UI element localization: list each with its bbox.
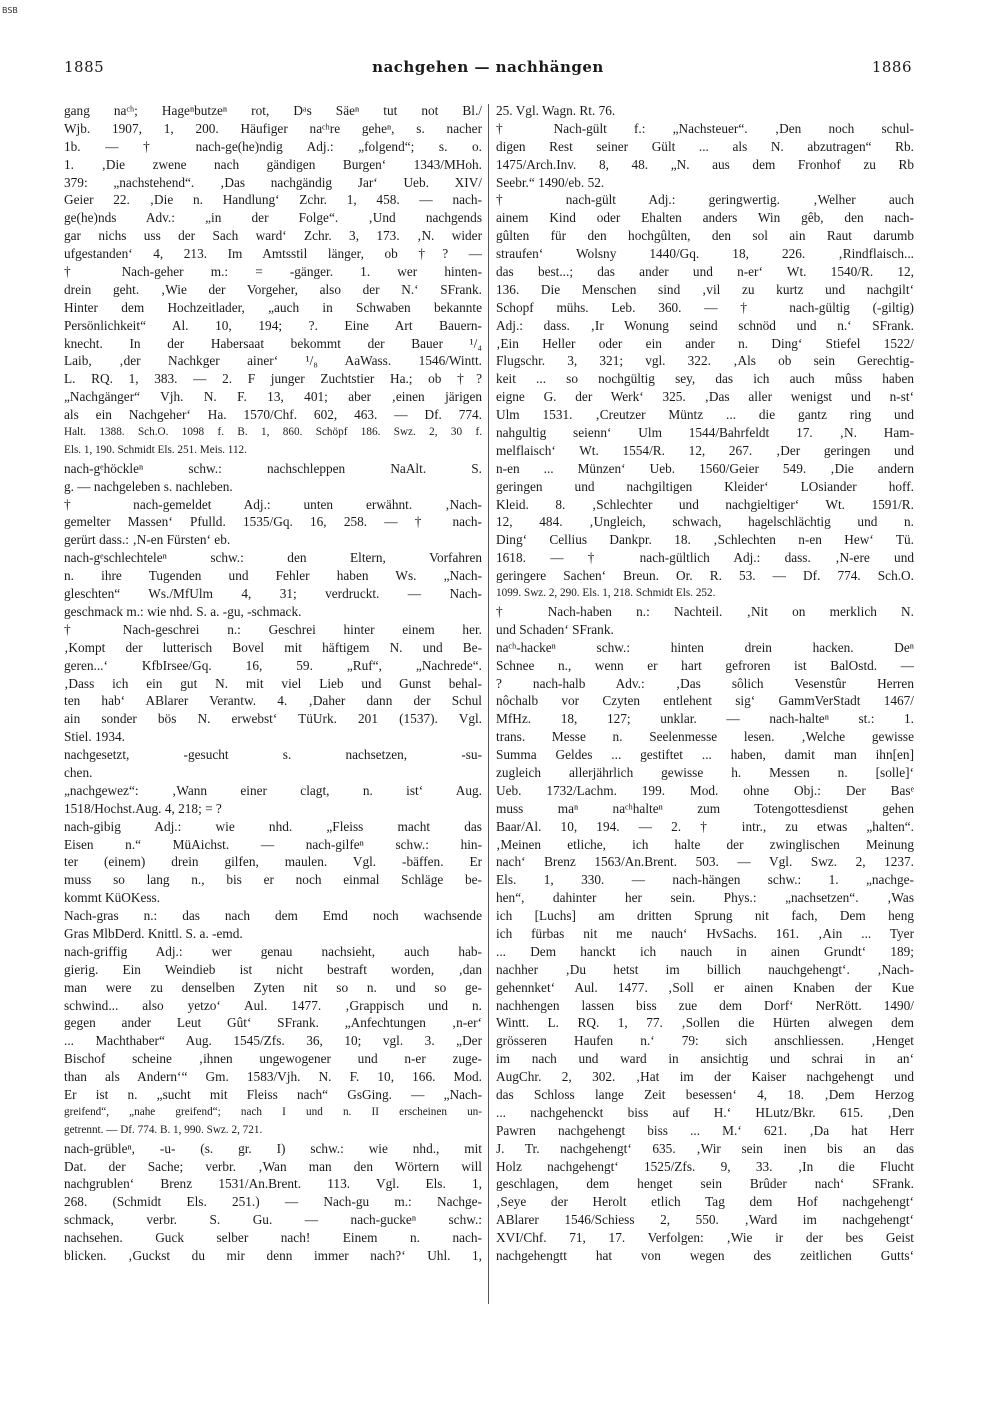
entry-line: ainem Kind oder Ehalten anders Win gêb, den nach- — [496, 210, 914, 226]
entry-line: 268. (Schmidt Els. 251.) — Nach-gu m.: Nachge- — [64, 1194, 482, 1210]
entry-line: Pawren nachgehengt biss ... M.‘ 621. ‚Da hat Herr — [496, 1122, 914, 1138]
entry-line: straufen‘ Wolsny 1440/Gq. 18, 226. ‚Rindflaisch... — [496, 246, 914, 262]
entry-line: † Nach-geschrei n.: Geschrei hinter einem her. — [64, 621, 482, 637]
entry-line: Bischof scheine ‚ihnen ungewogener und n-er zuge- — [64, 1051, 482, 1067]
left-column — [64, 102, 482, 1265]
entry-line: 1518/Hochst.Aug. 4, 218; = ? — [64, 800, 222, 816]
dictionary-columns — [64, 102, 916, 1402]
entry-line: gierig. Ein Weindieb ist nicht bestraft worden, ‚dan — [64, 961, 482, 977]
entry-line: im nach und ward in ansichtig und schrai in an‘ — [496, 1051, 914, 1067]
entry-line: Hinter dem Hochzeitlader, „auch in Schwaben bekannte — [64, 299, 482, 315]
entry-line: Els. 1, 330. — nach-hängen schw.: 1. „nachge- — [496, 872, 914, 888]
entry-line: nachgesetzt, -gesucht s. nachsetzen, -su- — [64, 747, 482, 763]
entry-line: † nach-gült Adj.: geringwertig. ‚Welher auch — [496, 192, 914, 208]
entry-line: nach-grübleⁿ, -u- (s. gr. I) schw.: wie nhd., mit — [64, 1140, 482, 1156]
entry-line: Geier 22. ‚Die n. Handlung‘ Zchr. 1, 458. — nach- — [64, 192, 482, 208]
entry-line: Els. 1, 190. Schmidt Els. 251. Meis. 112. — [64, 443, 247, 456]
right-column — [496, 102, 914, 1265]
entry-line: J. Tr. nachgehengt‘ 635. ‚Wir sein inen bis an das — [496, 1140, 914, 1156]
entry-line: XVI/Chf. 71, 17. Verfolgen: ‚Wie ir der bes Geist — [496, 1230, 914, 1246]
entry-line: Wjb. 1907, 1, 200. Häufiger naᶜʰre geheⁿ, s. nacher — [64, 120, 482, 136]
entry-line: † Nach-geher m.: = -gänger. 1. wer hinten- — [64, 264, 482, 280]
entry-line: Ulm 1531. ‚Creutzer Müntz ... die gantz ring und — [496, 407, 914, 423]
entry-line: greifend“, „nahe greifend“; nach I und n. II erscheinen un- — [64, 1105, 482, 1118]
library-stamp: BSB — [2, 6, 18, 15]
entry-line: n. ihre Tugenden und Fehler haben Ws. „Nach- — [64, 568, 482, 584]
entry-line: muss maⁿ naᶜʰhalteⁿ zum Totengottesdienst gehen — [496, 800, 914, 816]
entry-line: blicken. ‚Guckst du mir denn immer nach?‘ Uhl. 1, — [64, 1248, 482, 1263]
entry-line: kommt KüOKess. — [64, 890, 161, 906]
entry-line: ain sonder bös N. erwebst‘ TüUrk. 201 (1537). Vgl. — [64, 711, 482, 727]
entry-line: Gras MlbDerd. Knittl. S. a. -emd. — [64, 925, 243, 941]
entry-line: „nachgewez“: ‚Wann einer clagt, n. ist‘ Aug. — [64, 782, 482, 798]
entry-line: gegen ander Leut Gût‘ SFrank. „Anfechtungen ‚n-er‘ — [64, 1015, 482, 1031]
entry-line: nach-gᵉschlechteleⁿ schw.: den Eltern, Vorfahren — [64, 550, 482, 566]
entry-line: geschmack m.: wie nhd. S. a. -gu, -schmack. — [64, 603, 302, 619]
entry-line: das best...; das ander und n-er‘ Wt. 1540/R. 12, — [496, 264, 914, 280]
entry-line: Er ist n. „sucht mit Fleiss nach“ GsGing. — „Nach- — [64, 1086, 482, 1102]
entry-line: Halt. 1388. Sch.O. 1098 f. B. 1, 860. Schöpf 186. Swz. 2, 30 f. — [64, 426, 482, 439]
entry-line: ... Dem hanckt ich nauch in ainen Grundt‘ 189; — [496, 943, 914, 959]
entry-line: ich [Luchs] am dritten Sprung nit fach, Dem heng — [496, 908, 914, 924]
entry-line: melflaisch‘ Wt. 1554/R. 12, 267. ‚Der geringen und — [496, 442, 914, 458]
entry-line: than als Andern‘“ Gm. 1583/Vjh. N. F. 10, 166. Mod. — [64, 1069, 482, 1085]
entry-line: trans. Messe n. Seelenmesse lesen. ‚Welche gewisse — [496, 729, 914, 745]
entry-line: naᶜʰ-hackeⁿ schw.: hinten drein hacken. Deⁿ — [496, 639, 914, 655]
entry-line: Nach-gras n.: das nach dem Emd noch wachsende — [64, 908, 482, 924]
entry-line: gerürt dass.: ‚N-en Fürsten‘ eb. — [64, 532, 231, 548]
entry-line: Kleid. 8. ‚Schlechter und nachgieltiger‘ Wt. 1591/R. — [496, 496, 914, 512]
entry-line: ‚Kompt der lutterisch Bovel mit häftigem N. und Be- — [64, 639, 482, 655]
entry-line: L. RQ. 1, 383. — 2. F junger Zuchtstier Ha.; ob †? — [64, 371, 482, 387]
entry-line: geringere Sachen‘ Breun. Or. R. 53. — Df. 774. Sch.O. — [496, 568, 914, 584]
entry-line: 1. ‚Die zwene nach gändigen Burgen‘ 1343/MHoh. — [64, 156, 482, 172]
entry-line: 1099. Swz. 2, 290. Els. 1, 218. Schmidt Els. 252. — [496, 587, 716, 600]
entry-line: gang naᶜʰ; Hageⁿbutzeⁿ rot, Dᵃs Säeⁿ tut not Bl./ — [64, 103, 482, 118]
entry-line: AugChr. 2, 302. ‚Hat im der Kaiser nachgehengt und — [496, 1069, 914, 1085]
entry-line: nach-gᵉhöckleⁿ schw.: nachschleppen NaAlt. S. — [64, 460, 482, 476]
entry-line: ‚Dass ich ein gut N. mit viel Lieb und Gunst behal- — [64, 675, 482, 691]
entry-line: † Nach-gült f.: „Nachsteuer“. ‚Den noch schul- — [496, 120, 914, 136]
entry-line: Persönlichkeit“ Al. 10, 194; ?. Eine Art Bauern- — [64, 317, 482, 333]
entry-line: schwind... also yetzo‘ Aul. 1477. ‚Grappisch und n. — [64, 997, 482, 1013]
entry-line: ... nachgehenckt biss auf H.‘ HLutz/Bkr. 615. ‚Den — [496, 1104, 914, 1120]
entry-line: 136. Die Menschen sind ‚vil zu kurtz und nachgilt‘ — [496, 281, 914, 297]
entry-line: ich fürbas nit me nauch‘ HvSachs. 161. ‚Ain ... Tyer — [496, 925, 914, 941]
entry-line: g. — nachgeleben s. nachleben. — [64, 478, 233, 494]
entry-line: ge(he)nds Adv.: „in der Folge“. ‚Und nachgends — [64, 210, 482, 226]
entry-line: geringen und nachgiltigen Kleider‘ LOsiander hoff. — [496, 478, 914, 494]
entry-line: Flugschr. 3, 321; vgl. 322. ‚Als ob sein Gerechtig- — [496, 353, 914, 369]
entry-line: † nach-gemeldet Adj.: unten erwähnt. ‚Nach- — [64, 496, 482, 512]
entry-line: chen. — [64, 764, 93, 780]
entry-line: ? nach-halb Adv.: ‚Das sôlich Vesenstûr Herren — [496, 675, 914, 691]
entry-line: Adj.: dass. ‚Ir Wonung seind schnöd und n.‘ SFrank. — [496, 317, 914, 333]
entry-line: nachhengen lassen biss zue dem Dorf‘ NerRött. 1490/ — [496, 997, 914, 1013]
entry-line: nachgehengtt hat von wegen des zeitlichen Gutts‘ — [496, 1248, 914, 1263]
entry-line: ufgestanden‘ 4, 213. Im Amtsstil länger, ob †? — — [64, 246, 482, 262]
entry-line: Summa Geldes ... gestiftet ... haben, damit man ihn[en] — [496, 747, 914, 763]
entry-line: muss so lang n., bis er noch einmal Schläge be- — [64, 872, 482, 888]
entry-line: ten hab‘ ABlarer Verantw. 4. ‚Daher dann der Schul — [64, 693, 482, 709]
entry-line: nach-gibig Adj.: wie nhd. „Fleiss macht das — [64, 818, 482, 834]
entry-line: Dat. der Sache; verbr. ‚Wan man den Wörtern will — [64, 1158, 482, 1174]
entry-line: schmack, verbr. S. Gu. — nach-guckeⁿ schw.: — [64, 1212, 482, 1228]
entry-line: MfHz. 18, 127; unklar. — nach-halteⁿ st.: 1. — [496, 711, 914, 727]
entry-line: gar nichs uss der Sach ward‘ Zchr. 3, 173. ‚N. wider — [64, 228, 482, 244]
entry-line: 379: „nachstehend“. ‚Das nachgändig Jar‘ Ueb. XIV/ — [64, 174, 482, 190]
entry-line: Baar/Al. 10, 194. — 2. † intr., zu etwas „halten“. — [496, 818, 914, 834]
entry-line: Ding‘ Cellius Dankpr. 18. ‚Schlechten n-en Hew‘ Tü. — [496, 532, 914, 548]
entry-line: getrennt. — Df. 774. B. 1, 990. Swz. 2, 721. — [64, 1123, 263, 1136]
entry-line: † Nach-haben n.: Nachteil. ‚Nit on merklich N. — [496, 603, 914, 619]
entry-line: Stiel. 1934. — [64, 729, 125, 745]
entry-line: gûlten für den hochgûlten, den sol ain Raut darumb — [496, 228, 914, 244]
entry-line: knecht. In der Habersaat bekommt der Bauer ¹/₄ — [64, 335, 482, 351]
entry-line: zugleich allerjährlich gewisse h. Messen n. [solle]‘ — [496, 764, 914, 780]
entry-line: Schopf mühs. Leb. 360. — † nach-gültig (-giltig) — [496, 299, 914, 315]
entry-line: nahgultig seienn‘ Ulm 1544/Bahrfeldt 17. ‚N. Ham- — [496, 425, 914, 441]
entry-line: Schnee n., wenn er hart gefroren ist BalOstd. — — [496, 657, 914, 673]
entry-line: ‚Meinen etliche, ich halte der zwinglischen Meinung — [496, 836, 914, 852]
entry-line: drein geht. ‚Wie der Vorgeher, also der N.‘ SFrank. — [64, 281, 482, 297]
entry-line: gehennket‘ Aul. 1477. ‚Soll er ainen Knaben der Kue — [496, 979, 914, 995]
entry-line: 1b. — † nach-ge(he)ndig Adj.: „folgend“; s. o. — [64, 138, 482, 154]
entry-line: 12, 484. ‚Ungleich, schwach, hagelschlächtig und n. — [496, 514, 914, 530]
entry-line: man were zu denselben Zyten nit so n. und so ge- — [64, 979, 482, 995]
entry-line: keit ... so nochgültig sey, das ich auch mûss haben — [496, 371, 914, 387]
entry-line: digen Rest seiner Gült ... als N. abzutragen“ Rb. — [496, 138, 914, 154]
entry-line: nach‘ Brenz 1563/An.Brent. 503. — Vgl. Swz. 2, 1237. — [496, 854, 914, 870]
entry-line: 1475/Arch.Inv. 8, 48. „N. aus dem Fronhof zu Rb — [496, 156, 914, 172]
entry-line: Laib, ‚der Nachkger ainer‘ ¹/₈ AaWass. 1546/Wintt. — [64, 353, 482, 369]
entry-line: grösseren Haufen n.‘ 79: sich anschliessen. ‚Henget — [496, 1033, 914, 1049]
right-column-number: 1886 — [871, 58, 912, 76]
entry-line: ‚Ein Heller oder ein ander n. Ding‘ Stiefel 1522/ — [496, 335, 914, 351]
entry-line: und Schaden‘ SFrank. — [496, 621, 614, 637]
entry-line: eigne G. der Werk‘ 325. ‚Das aller wenigst und n-st‘ — [496, 389, 914, 405]
entry-line: gemelter Massen‘ Pfulld. 1535/Gq. 16, 258. — † nach- — [64, 514, 482, 530]
entry-line: Seebr.“ 1490/eb. 52. — [496, 174, 605, 190]
entry-line: das Schloss lange Zeit besessen‘ 4, 18. ‚Dem Herzog — [496, 1086, 914, 1102]
entry-line: nôchalb vor Czyten entlehent sig‘ GammVerStadt 1467/ — [496, 693, 914, 709]
left-column-number: 1885 — [64, 58, 105, 76]
entry-line: 1618. — † nach-gültlich Adj.: dass. ‚N-ere und — [496, 550, 914, 566]
entry-line: geren...‘ KfbIrsee/Gq. 16, 59. „Ruf“, „Nachrede“. — [64, 657, 482, 673]
page-header — [64, 58, 912, 82]
entry-line: Eisen n.“ MüAichst. — nach-gilfeⁿ schw.: hin- — [64, 836, 482, 852]
entry-line: nachher ‚Du hetst im billich nauchgehengt‘. ‚Nach- — [496, 961, 914, 977]
entry-line: geschlagen, dem henget sein Brûder nach‘ SFrank. — [496, 1176, 914, 1192]
entry-line: 25. Vgl. Wagn. Rt. 76. — [496, 103, 616, 118]
entry-line: nachsehen. Guck selber nach! Einem n. nach- — [64, 1230, 482, 1246]
entry-line: Ueb. 1732/Lachm. 199. Mod. ohne Obj.: Der Basᵉ — [496, 782, 914, 798]
entry-line: nachgrublen‘ Brenz 1531/An.Brent. 113. Vgl. Els. 1, — [64, 1176, 482, 1192]
entry-line: hen“, dahinter her sein. Phys.: „nachsetzen“. ‚Was — [496, 890, 914, 906]
entry-line: Holz nachgehengt‘ 1525/Zfs. 9, 33. ‚In die Flucht — [496, 1158, 914, 1174]
entry-line: gleschten“ Ws./MfUlm 4, 31; verdruckt. — Nach- — [64, 586, 482, 602]
running-title: nachgehen — nachhängen — [372, 58, 604, 76]
entry-line: ter (einem) drein gilfen, maulen. Vgl. -bäffen. Er — [64, 854, 482, 870]
entry-line: als ein Nachgeher‘ Ha. 1570/Chf. 602, 463. — Df. 774. — [64, 407, 482, 423]
entry-line: „Nachgänger“ Vjh. N. F. 13, 401; aber ‚einen järigen — [64, 389, 482, 405]
entry-line: ABlarer 1546/Schiess 2, 550. ‚Ward im nachgehengt‘ — [496, 1212, 914, 1228]
entry-line: n-en ... Münzen‘ Ueb. 1560/Geier 549. ‚Die andern — [496, 460, 914, 476]
entry-line: nach-griffig Adj.: wer genau nachsieht, auch hab- — [64, 943, 482, 959]
entry-line: Wintt. L. RQ. 1, 77. ‚Sollen die Hürten alwegen dem — [496, 1015, 914, 1031]
entry-line: ... Machthaber“ Aug. 1545/Zfs. 36, 10; vgl. 3. „Der — [64, 1033, 482, 1049]
entry-line: ‚Seye der Herolt etlich Tag dem Hof nachgehengt‘ — [496, 1194, 914, 1210]
